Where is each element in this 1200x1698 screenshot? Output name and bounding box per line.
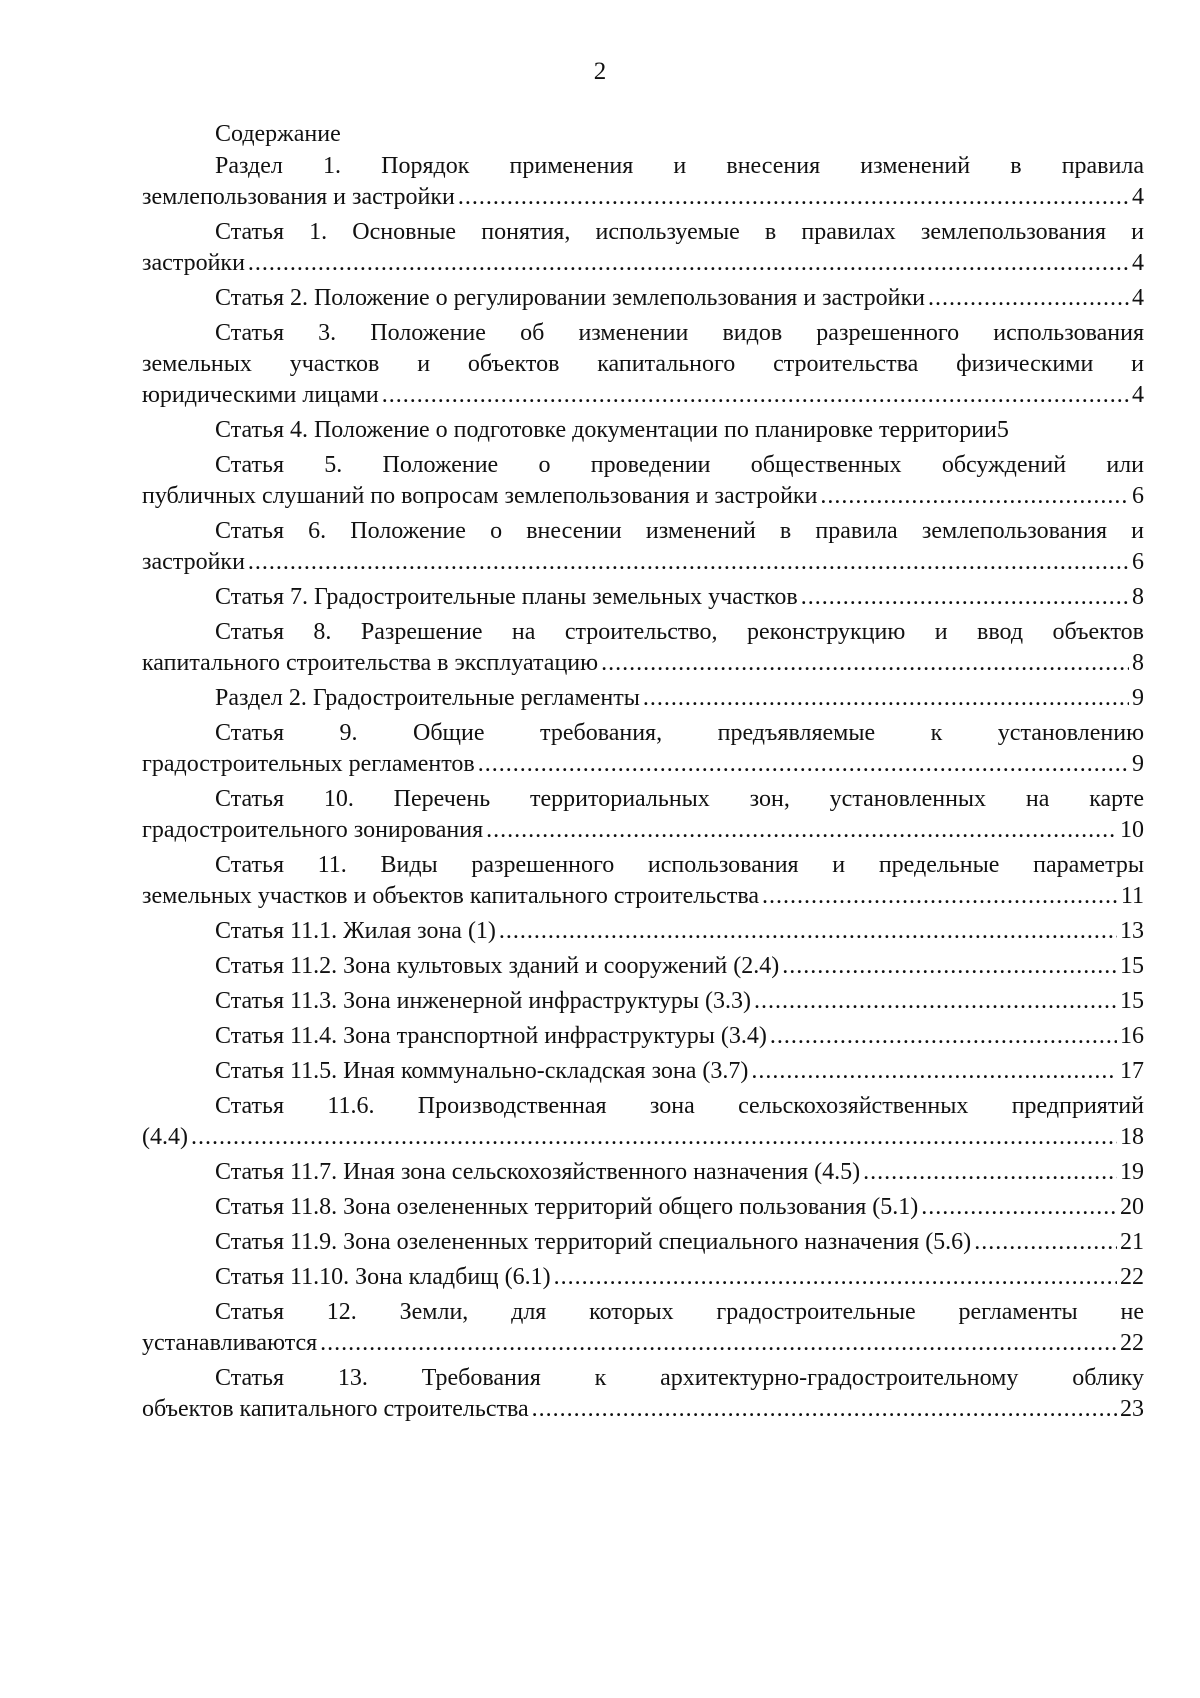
toc-entry[interactable] <box>142 1227 1144 1258</box>
toc-page-number: 18 <box>1120 1124 1144 1150</box>
toc-entry-title: устанавливаются <box>142 1330 318 1356</box>
toc-entry[interactable] <box>142 582 1144 613</box>
toc-entry-title: Статья 11.1. Жилая зона (1) <box>215 918 496 944</box>
toc-entry-last-line <box>142 815 1144 846</box>
toc-entry[interactable] <box>142 986 1144 1017</box>
toc-entry-title: Статья 11.5. Иная коммунально-складская зона (3.7) <box>215 1058 749 1084</box>
toc-page-number: 15 <box>1120 988 1144 1014</box>
toc-entry[interactable] <box>142 151 1144 213</box>
toc-page-number: 22 <box>1120 1264 1144 1290</box>
toc-dot-leader <box>499 916 1117 947</box>
toc-entry[interactable] <box>142 784 1144 846</box>
toc-entry-title: градостроительных регламентов <box>142 751 475 777</box>
toc-page-number: 6 <box>1132 483 1144 509</box>
toc-entry-title: застройки <box>142 250 245 276</box>
toc-page-number: 11 <box>1120 883 1144 909</box>
toc-entry-line: Статья 3. Положение об изменении видов разрешенного использования <box>215 320 1144 346</box>
toc-entry[interactable] <box>142 683 1144 714</box>
page-number: 2 <box>593 58 607 85</box>
toc-page-number: 20 <box>1120 1194 1144 1220</box>
toc-entry-line: Статья 10. Перечень территориальных зон, установленных на карте <box>215 786 1144 812</box>
toc-dot-leader <box>554 1262 1117 1293</box>
toc-entry-last-line <box>142 1122 1144 1153</box>
toc-dot-leader <box>782 951 1117 982</box>
toc-entry[interactable] <box>142 1091 1144 1153</box>
toc-entry-last-line <box>142 380 1144 411</box>
toc-entry-title: публичных слушаний по вопросам землепользования и застройки <box>142 483 818 509</box>
table-of-contents <box>142 117 1144 1429</box>
toc-entry[interactable] <box>142 318 1144 411</box>
toc-entry-line: Статья 11.6. Производственная зона сельскохозяйственных предприятий <box>215 1093 1144 1119</box>
toc-entry[interactable] <box>142 1056 1144 1087</box>
toc-entry-last-line <box>142 749 1144 780</box>
toc-entry-title: Статья 11.3. Зона инженерной инфраструктуры (3.3) <box>215 988 752 1014</box>
toc-entry-title: Статья 7. Градостроительные планы земельных участков <box>215 584 798 610</box>
toc-entry-line: Раздел 1. Порядок применения и внесения изменений в правила <box>215 153 1144 179</box>
toc-entry-line: земельных участков и объектов капитального строительства физическими и <box>142 351 1144 377</box>
toc-entry-title: градостроительного зонирования <box>142 817 484 843</box>
toc-entry-last-line <box>142 1021 1144 1052</box>
toc-dot-leader <box>478 749 1129 780</box>
toc-entry-last-line <box>142 881 1144 912</box>
toc-entry-line: Статья 8. Разрешение на строительство, реконструкцию и ввод объектов <box>215 619 1144 645</box>
toc-dot-leader <box>974 1227 1117 1258</box>
toc-entry[interactable] <box>142 617 1144 679</box>
toc-entry-title: Статья 11.7. Иная зона сельскохозяйственного назначения (4.5) <box>215 1159 861 1185</box>
toc-entry-last-line <box>142 415 1144 446</box>
toc-entry-line: Статья 1. Основные понятия, используемые в правилах землепользования и <box>215 219 1144 245</box>
toc-entry-last-line <box>142 182 1144 213</box>
toc-entry-last-line <box>142 916 1144 947</box>
toc-entry[interactable] <box>142 1157 1144 1188</box>
toc-dot-leader <box>921 1192 1117 1223</box>
toc-page-number: 13 <box>1120 918 1144 944</box>
toc-dot-leader <box>486 815 1117 846</box>
toc-entry[interactable] <box>142 516 1144 578</box>
toc-entry[interactable] <box>142 1297 1144 1359</box>
toc-dot-leader <box>320 1328 1117 1359</box>
toc-page-number: 6 <box>1132 549 1144 575</box>
toc-entry-last-line <box>142 1394 1144 1425</box>
toc-entry-last-line <box>142 582 1144 613</box>
toc-entry-title: Статья 11.10. Зона кладбищ (6.1) <box>215 1264 551 1290</box>
toc-page-number: 21 <box>1120 1229 1144 1255</box>
toc-dot-leader <box>191 1122 1117 1153</box>
toc-entry-last-line <box>142 283 1144 314</box>
toc-dot-leader <box>382 380 1129 411</box>
toc-entry-title: земельных участков и объектов капитального строительства <box>142 883 759 909</box>
toc-entry-last-line <box>142 1157 1144 1188</box>
toc-entry[interactable] <box>142 415 1144 446</box>
toc-page-number: 17 <box>1120 1058 1144 1084</box>
toc-page-number: 5 <box>996 417 1009 443</box>
toc-entry-last-line <box>142 1056 1144 1087</box>
toc-entry[interactable] <box>142 1192 1144 1223</box>
toc-page-number: 16 <box>1120 1023 1144 1049</box>
toc-page-number: 4 <box>1132 250 1144 276</box>
toc-entry-title: Статья 11.2. Зона культовых зданий и сооружений (2.4) <box>215 953 780 979</box>
toc-entry[interactable] <box>142 951 1144 982</box>
toc-dot-leader <box>458 182 1129 213</box>
toc-page-number: 23 <box>1120 1396 1144 1422</box>
toc-dot-leader <box>751 1056 1117 1087</box>
toc-entry-title: Статья 2. Положение о регулировании землепользования и застройки <box>215 285 925 311</box>
toc-dot-leader <box>248 547 1129 578</box>
toc-entry-last-line <box>142 1262 1144 1293</box>
toc-entry-title: Статья 11.9. Зона озелененных территорий специального назначения (5.6) <box>215 1229 972 1255</box>
toc-entry-last-line <box>142 1328 1144 1359</box>
toc-entry[interactable] <box>142 850 1144 912</box>
toc-dot-leader <box>532 1394 1117 1425</box>
toc-entry-line: Статья 11. Виды разрешенного использования и предельные параметры <box>215 852 1144 878</box>
toc-entry-last-line <box>142 986 1144 1017</box>
toc-entry[interactable] <box>142 916 1144 947</box>
toc-page-number: 15 <box>1120 953 1144 979</box>
toc-dot-leader <box>248 248 1129 279</box>
toc-entry-last-line <box>142 248 1144 279</box>
toc-entry-last-line <box>142 1227 1144 1258</box>
toc-dot-leader <box>643 683 1129 714</box>
toc-dot-leader <box>754 986 1117 1017</box>
toc-entry-last-line <box>142 951 1144 982</box>
toc-dot-leader <box>770 1021 1117 1052</box>
toc-dot-leader <box>863 1157 1117 1188</box>
toc-entry-last-line <box>142 547 1144 578</box>
toc-page-number: 8 <box>1132 584 1144 610</box>
toc-entry[interactable] <box>142 1262 1144 1293</box>
toc-entry-title: землепользования и застройки <box>142 184 455 210</box>
toc-entry-title: застройки <box>142 549 245 575</box>
toc-entry-title: Статья 11.8. Зона озелененных территорий общего пользования (5.1) <box>215 1194 919 1220</box>
toc-page-number: 22 <box>1120 1330 1144 1356</box>
toc-entry-title: Статья 4. Положение о подготовке документации по планировке территории <box>215 417 997 443</box>
toc-page-number: 8 <box>1132 650 1144 676</box>
toc-entry[interactable] <box>142 1363 1144 1425</box>
toc-dot-leader <box>928 283 1129 314</box>
toc-entry-line: Статья 12. Земли, для которых градостроительные регламенты не <box>215 1299 1144 1325</box>
toc-entry[interactable] <box>142 1021 1144 1052</box>
toc-entry[interactable] <box>142 283 1144 314</box>
toc-page-number: 4 <box>1132 285 1144 311</box>
toc-dot-leader <box>601 648 1129 679</box>
toc-dot-leader <box>801 582 1129 613</box>
toc-entry-last-line <box>142 1192 1144 1223</box>
toc-heading: Содержание <box>215 121 341 147</box>
toc-entry-title: объектов капитального строительства <box>142 1396 529 1422</box>
toc-entry-line: Статья 9. Общие требования, предъявляемые к установлению <box>215 720 1144 746</box>
toc-dot-leader <box>762 881 1118 912</box>
toc-page-number: 10 <box>1120 817 1144 843</box>
toc-entry-line: Статья 5. Положение о проведении общественных обсуждений или <box>215 452 1144 478</box>
toc-entry[interactable] <box>142 217 1144 279</box>
toc-entry-title: (4.4) <box>142 1124 188 1150</box>
toc-page-number: 9 <box>1132 751 1144 777</box>
toc-entry-title: капитального строительства в эксплуатацию <box>142 650 599 676</box>
toc-entry-last-line <box>142 481 1144 512</box>
toc-entry[interactable] <box>142 718 1144 780</box>
toc-entry-title: юридическими лицами <box>142 382 379 408</box>
toc-entry-title: Раздел 2. Градостроительные регламенты <box>215 685 640 711</box>
toc-entries <box>142 151 1144 1425</box>
toc-dot-leader <box>820 481 1129 512</box>
toc-entry-line: Статья 6. Положение о внесении изменений в правила землепользования и <box>215 518 1144 544</box>
toc-page-number: 19 <box>1120 1159 1144 1185</box>
toc-entry-last-line <box>142 648 1144 679</box>
toc-page-number: 4 <box>1132 382 1144 408</box>
toc-entry-title: Статья 11.4. Зона транспортной инфраструктуры (3.4) <box>215 1023 767 1049</box>
toc-page-number: 9 <box>1132 685 1144 711</box>
toc-page-number: 4 <box>1132 184 1144 210</box>
toc-entry[interactable] <box>142 450 1144 512</box>
toc-entry-last-line <box>142 683 1144 714</box>
toc-entry-line: Статья 13. Требования к архитектурно-градостроительному облику <box>215 1365 1144 1391</box>
